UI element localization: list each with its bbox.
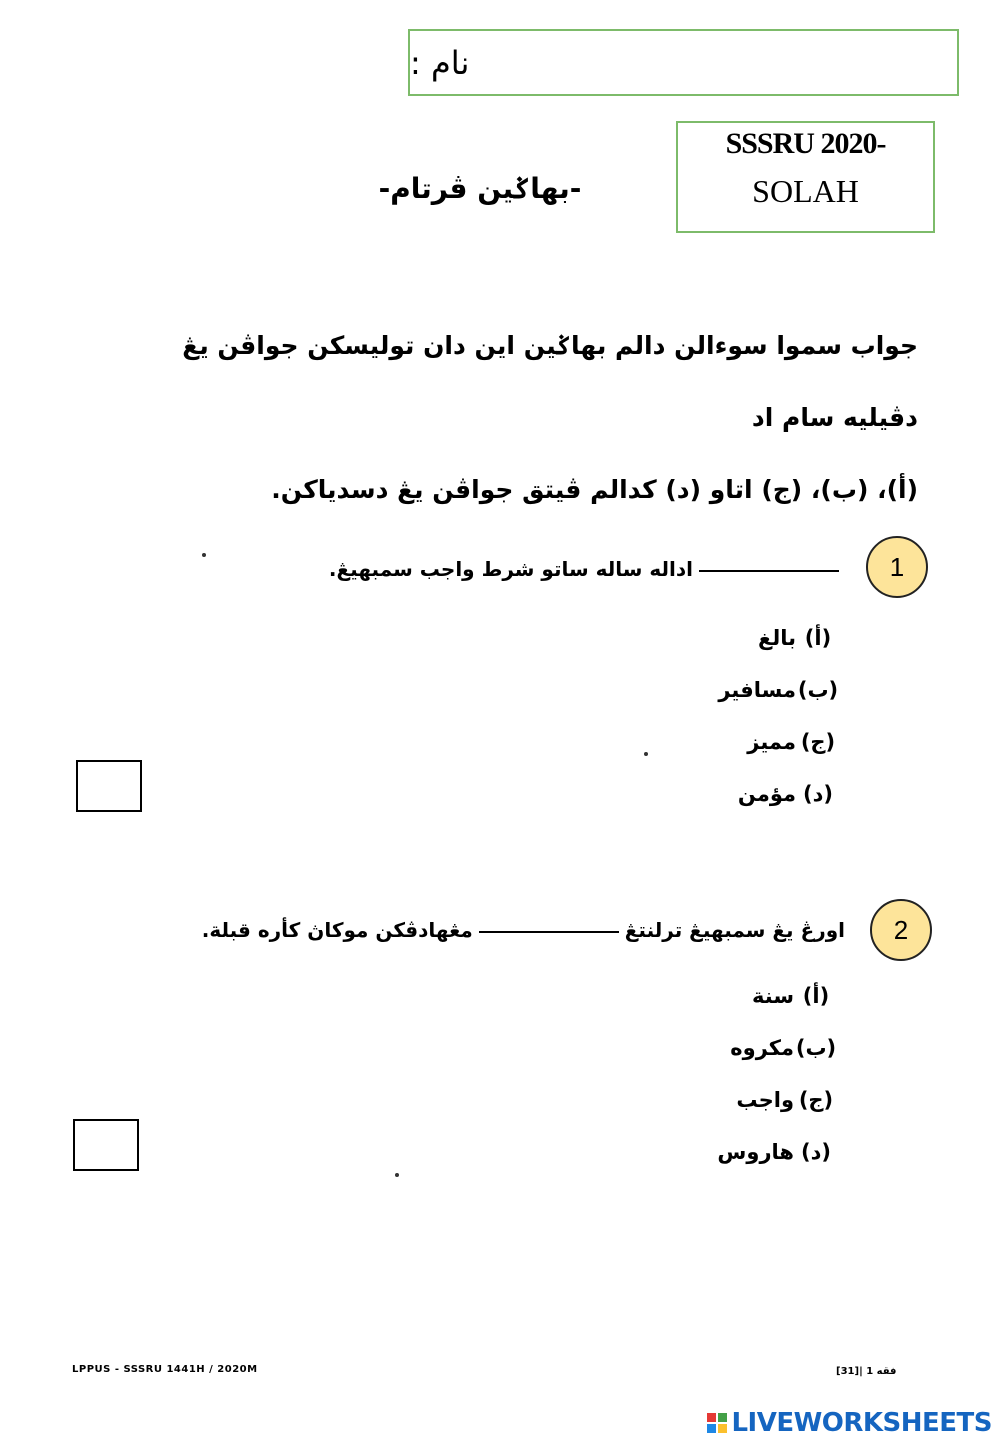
name-label: نام : (410, 43, 470, 82)
subject-name: SOLAH (752, 173, 859, 209)
exam-code-box (676, 121, 935, 233)
question-number-2: 2 (870, 899, 932, 961)
option-c: (ج)واجب (736, 1088, 834, 1112)
logo-square-green (718, 1413, 727, 1422)
question-blank-2 (479, 931, 619, 933)
option-a: (أ)سنة (752, 984, 830, 1008)
option-b: (ب)مسافير (718, 678, 839, 702)
instructions (110, 310, 918, 526)
question-1-options (718, 612, 840, 820)
scan-speck (644, 752, 648, 756)
question-text-1 (329, 557, 845, 581)
liveworksheets-icon (707, 1413, 727, 1433)
question-text-2 (202, 918, 845, 942)
instructions-line-1: جواب سموا سوءالن دالم بهاݢين اين دان توليسكن جواڤن يڠ دڤيليه سام اد (182, 331, 918, 432)
option-d: (د)مؤمن (737, 782, 833, 806)
question-2-text-before: اورڠ يڠ سمبهيڠ ترلنتڠ (624, 918, 845, 942)
scan-speck (395, 1173, 399, 1177)
question-2-options (717, 970, 838, 1178)
footer-right: فقه 1 |[31] (836, 1366, 897, 1377)
section-title: -بهاݢين ڤرتام- (378, 172, 582, 205)
answer-box-2[interactable] (73, 1119, 139, 1171)
exam-code: SSSRU 2020- (725, 127, 886, 160)
question-1-text-after: اداله ساله ساتو شرط واجب سمبهيڠ. (328, 557, 693, 581)
option-b: (ب)مكروه (730, 1036, 837, 1060)
footer-left: LPPUS - SSSRU 1441H / 2020M (72, 1364, 258, 1375)
scan-speck (202, 553, 206, 557)
answer-box-1[interactable] (76, 760, 142, 812)
option-d: (د)هاروس (717, 1140, 831, 1164)
question-2-text-after: مڠهادڤكن موكاڽ كأره قبلة. (201, 918, 473, 942)
logo-square-red (707, 1413, 716, 1422)
option-a: (أ)بالغ (757, 626, 832, 650)
option-c: (ج)مميز (747, 730, 836, 754)
logo-square-yellow (718, 1424, 727, 1433)
logo-square-blue (707, 1424, 716, 1433)
brand-name: LIVEWORKSHEETS (731, 1408, 992, 1438)
instructions-line-2: (أ)، (ب)، (ج) اتاو (د) كدالم ڤيتق جواڤن يڠ دسدياكن. (271, 475, 918, 504)
liveworksheets-logo[interactable] (707, 1408, 992, 1438)
question-number-1: 1 (866, 536, 928, 598)
question-blank-1 (699, 570, 839, 572)
name-field[interactable] (408, 29, 959, 96)
